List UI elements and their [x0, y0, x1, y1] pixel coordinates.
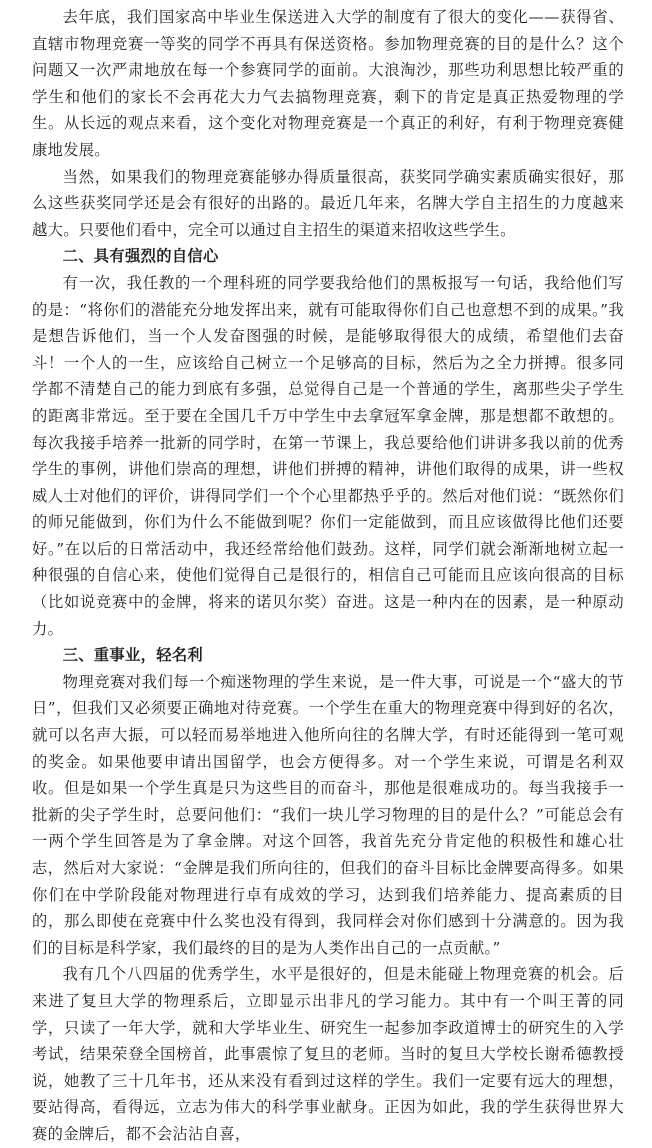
document-page [32, 4, 624, 1148]
paragraph-intro: 去年底，我们国家高中毕业生保送进入大学的制度有了很大的变化——获得省、直辖市物理竞赛一等奖的同学不再具有保送资格。参加物理竞赛的目的是什么？这个问题又一次严肃地放在每一个参赛同学的面前。大浪淘沙，那些功利思想比较严重的学生和他们的家长不会再花大力气去搞物理竞赛，剩下的肯定是真正热爱物理的学生。从长远的观点来看，这个变化对物理竞赛是一个真正的利好，有利于物理竞赛健康地发展。 [32, 8, 624, 159]
paragraph-students: 我有几个八四届的优秀学生，水平是很好的，但是未能碰上物理竞赛的机会。后来进了复旦大学的物理系后，立即显示出非凡的学习能力。其中有一个叫王菁的同学，只读了一年大学，就和大学毕业生、研究生一起参加李政道博士的研究生的入学考试，结果荣登全国榜首，此事震惊了复旦的老师。当时的复旦大学校长谢希德教授说，她教了三十几年书，还从来没有看到过这样的学生。我们一定要有远大的理想，要站得高，看得远，立志为伟大的科学事业献身。正因为如此，我的学生获得世界大赛的金牌后，都不会沾沾自喜， [32, 965, 624, 1143]
paragraph-admission: 当然，如果我们的物理竞赛能够办得质量很高，获奖同学确实素质确实很好，那么这些获奖同学还是会有很好的出路的。最近几年来，名牌大学自主招生的力度越来越大。只要他们看中，完全可以通过自主招生的渠道来招收这些学生。 [32, 167, 624, 239]
section-heading-confidence: 二、具有强烈的自信心 [62, 247, 219, 266]
section-heading-career: 三、重事业，轻名利 [62, 646, 204, 665]
paragraph-confidence: 有一次，我任教的一个理科班的同学要我给他们的黑板报写一句话，我给他们写的是：“将你们的潜能充分地发挥出来，就有可能取得你们自己也意想不到的成果。”我是想告诉他们，当一个人发奋图强的时候，是能够取得很大的成绩，希望他们去奋斗！一个人的一生，应该给自己树立一个足够高的目标，然后为之全力拼搏。很多同学都不清楚自己的能力到底有多强，总觉得自己是一个普通的学生，离那些尖子学生的距离非常远。至于要在全国几千万中学生中去拿冠军拿金牌，那是想都不敢想的。每次我接手培养一批新的同学时，在第一节课上，我总要给他们讲讲多我以前的优秀学生的事例，讲他们崇高的理想，讲他们拼搏的精神，讲他们取得的成果，讲一些权威人士对他们的评价，讲得同学们一个个心里都热乎乎的。然后对他们说：“既然你们的师兄能做到，你们为什么不能做到呢？你们一定能做到，而且应该做得比他们还要好。”在以后的日常活动中，我还经常给他们鼓劲。这样，同学们就会渐渐地树立起一种很强的自信心来，使他们觉得自己是很行的，相信自己可能而且应该向很高的目标（比如说竞赛中的金牌，将来的诺贝尔奖）奋进。这是一种内在的因素，是一种原动力。 [32, 273, 624, 638]
paragraph-career: 物理竞赛对我们每一个痴迷物理的学生来说，是一件大事，可说是一个“盛大的节日”，但我们又必须要正确地对待竞赛。一个学生在重大的物理竞赛中得到好的名次，就可以名声大振，可以轻而易举地进入他所向往的名牌大学，有时还能得到一笔可观的奖金。如果他要申请出国留学，也会方便得多。对一个学生来说，可谓是名利双收。但是如果一个学生真是只为这些目的而奋斗，那他是很难成功的。每当我接手一批新的尖子学生时，总要问他们：“我们一块儿学习物理的目的是什么？”可能总会有一两个学生回答是为了拿金牌。对这个回答，我首先充分肯定他的积极性和雄心壮志，然后对大家说：“金牌是我们所向往的，但我们的奋斗目标比金牌要高得多。如果你们在中学阶段能对物理进行卓有成效的学习，达到我们培养能力、提高素质的目的，那么即使在竞赛中什么奖也没有得到，我同样会对你们感到十分满意的。因为我们的目标是科学家，我们最终的目的是为人类作出自己的一点贡献。” [32, 672, 624, 957]
